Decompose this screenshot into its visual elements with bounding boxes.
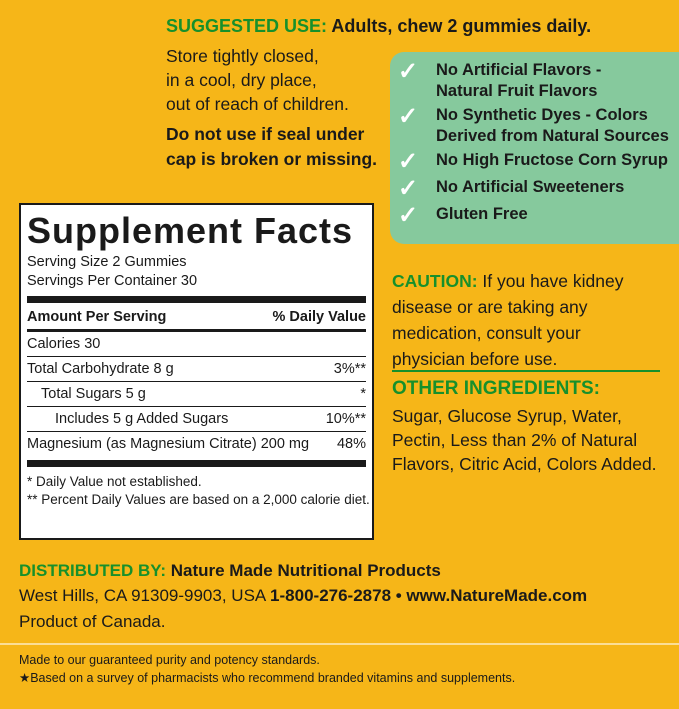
claim-line: No High Fructose Corn Syrup xyxy=(436,151,668,169)
claim-item xyxy=(398,105,679,147)
claim-line: No Synthetic Dyes - Colors xyxy=(436,106,648,124)
facts-row-added-sugars xyxy=(27,407,366,432)
nutrient-label: Total Sugars 5 g xyxy=(41,386,146,402)
divider xyxy=(0,643,679,645)
storage-line: in a cool, dry place, xyxy=(166,70,317,90)
caution-line: disease or are taking any xyxy=(392,297,588,317)
checkmark-icon: ✓ xyxy=(398,175,419,202)
nutrient-label: Includes 5 g Added Sugars xyxy=(55,411,229,427)
facts-row-magnesium xyxy=(27,432,366,456)
servings-per-container: Servings Per Container 30 xyxy=(27,273,198,289)
claim-line: Derived from Natural Sources xyxy=(436,127,669,145)
distributor-label: DISTRIBUTED BY: xyxy=(19,561,167,580)
checkmark-icon: ✓ xyxy=(398,58,419,85)
daily-value-label: % Daily Value xyxy=(272,309,366,325)
facts-footnotes xyxy=(27,460,370,509)
distributor-name: Nature Made Nutritional Products xyxy=(166,561,441,580)
claim-item xyxy=(398,177,679,201)
seal-warning-line: Do not use if seal under xyxy=(166,124,365,144)
footnote: * Daily Value not established. xyxy=(27,474,202,489)
caution xyxy=(392,268,623,372)
facts-header xyxy=(27,306,366,328)
distributor xyxy=(19,558,587,608)
claim-line: Natural Fruit Flavors xyxy=(436,82,598,100)
suggested-use xyxy=(166,16,591,37)
other-ingredients xyxy=(392,404,657,476)
claim-item xyxy=(398,204,679,228)
ingredients-line: Flavors, Citric Acid, Colors Added. xyxy=(392,454,657,474)
divider xyxy=(27,296,366,303)
claims-panel xyxy=(390,52,679,244)
divider xyxy=(392,370,660,372)
claim-item xyxy=(398,150,679,174)
nutrient-label: Magnesium (as Magnesium Citrate) 200 mg xyxy=(27,436,310,452)
disclaimer-line: Made to our guaranteed purity and potency standards. xyxy=(19,653,320,667)
disclaimer-line: ★Based on a survey of pharmacists who recommend branded vitamins and supplements. xyxy=(19,671,516,685)
facts-row-carbohydrate xyxy=(27,357,366,382)
claim-line: Gluten Free xyxy=(436,205,528,223)
serving-size: Serving Size 2 Gummies xyxy=(27,254,187,270)
distributor-address: West Hills, CA 91309-9903, USA xyxy=(19,586,271,605)
storage-instructions xyxy=(166,44,349,116)
distributor-contact: 1-800-276-2878 • www.NatureMade.com xyxy=(270,586,588,605)
disclaimers xyxy=(19,651,515,687)
nutrient-dv: * xyxy=(360,386,366,402)
checkmark-icon: ✓ xyxy=(398,202,419,229)
facts-row-sugars xyxy=(27,382,366,407)
supplement-facts-title: Supplement Facts xyxy=(27,210,354,251)
caution-text: If you have kidney xyxy=(477,271,624,291)
claim-item xyxy=(398,60,679,102)
nutrient-label: Total Carbohydrate 8 g xyxy=(27,361,174,377)
facts-row-calories xyxy=(27,332,366,357)
caution-label: CAUTION: xyxy=(392,271,478,291)
suggested-use-label: SUGGESTED USE: xyxy=(166,16,328,36)
caution-line: medication, consult your xyxy=(392,323,581,343)
other-ingredients-label: OTHER INGREDIENTS: xyxy=(392,378,600,399)
supplement-facts-panel xyxy=(19,203,374,540)
storage-line: Store tightly closed, xyxy=(166,46,319,66)
footnote: ** Percent Daily Values are based on a 2,000 calorie diet. xyxy=(27,492,370,507)
amount-per-serving-label: Amount Per Serving xyxy=(27,309,167,325)
seal-warning xyxy=(166,122,377,172)
ingredients-line: Sugar, Glucose Syrup, Water, xyxy=(392,406,622,426)
ingredients-line: Pectin, Less than 2% of Natural xyxy=(392,430,638,450)
caution-line: physician before use. xyxy=(392,349,558,369)
product-origin: Product of Canada. xyxy=(19,612,166,631)
nutrient-label: Calories 30 xyxy=(27,336,101,352)
nutrient-dv: 10%** xyxy=(325,411,366,427)
checkmark-icon: ✓ xyxy=(398,148,419,175)
nutrient-dv: 48% xyxy=(336,436,366,452)
nutrient-dv: 3%** xyxy=(333,361,366,377)
claim-line: No Artificial Flavors - xyxy=(436,61,602,79)
claim-line: No Artificial Sweeteners xyxy=(436,178,625,196)
seal-warning-line: cap is broken or missing. xyxy=(166,149,378,169)
storage-line: out of reach of children. xyxy=(166,94,349,114)
checkmark-icon: ✓ xyxy=(398,103,419,130)
suggested-use-text: Adults, chew 2 gummies daily. xyxy=(331,16,592,36)
